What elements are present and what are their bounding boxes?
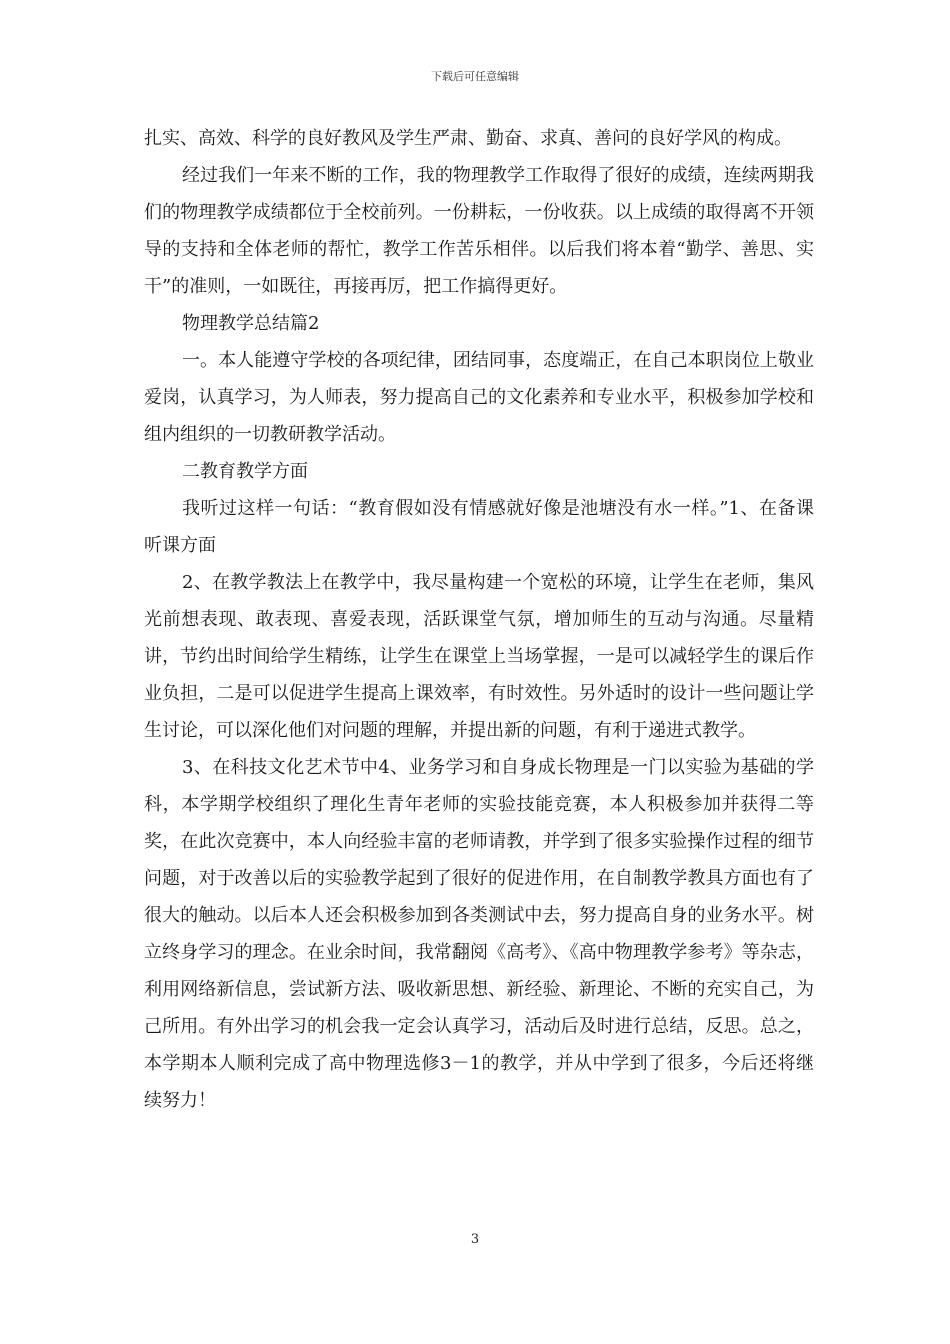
- section-heading: 二教育教学方面: [182, 461, 308, 482]
- paragraph: 一。本人能遵守学校的各项纪律，团结同事，态度端正，在自己本职岗位上敬业爱岗，认真学习，为人师表，努力提高自己的文化素养和专业水平，积极参加学校和组内组织的一切教研教学活动。: [144, 350, 814, 445]
- section-heading: 物理教学总结篇2: [182, 313, 320, 334]
- paragraph: 3、在科技文化艺术节中4、业务学习和自身成长物理是一门以实验为基础的学科，本学期学校组织了理化生青年老师的实验技能竞赛，本人积极参加并获得二等奖，在此次竞赛中，本人向经验丰富的老师请教，并学到了很多实验操作过程的细节问题，对于改善以后的实验教学起到了很好的促进作用，在自制教学教具方面也有了很大的触动。以后本人还会积极参加到各类测试中去，努力提高自身的业务水平。树立终身学习的理念。在业余时间，我常翻阅《高考》、《高中物理教学参考》等杂志，利用网络新信息，尝试新方法、吸收新思想、新经验、新理论、不断的充实自己，为己所用。有外出学习的机会我一定会认真学习，活动后及时进行总结，反思。总之，本学期本人顺利完成了高中物理选修3－1的教学，并从中学到了很多，今后还将继续努力！: [144, 757, 814, 1111]
- paragraph: 2、在教学教法上在教学中，我尽量构建一个宽松的环境，让学生在老师，集风光前想表现、敢表现、喜爱表现，活跃课堂气氛，增加师生的互动与沟通。尽量精讲，节约出时间给学生精练，让学生在课堂上当场掌握，一是可以减轻学生的课后作业负担，二是可以促进学生提高上课效率，有时效性。另外适时的设计一些问题让学生讨论，可以深化他们对问题的理解，并提出新的问题，有利于递进式教学。: [144, 572, 814, 741]
- page-number: 3: [470, 1232, 480, 1247]
- document-body: [144, 120, 814, 1119]
- paragraph: 经过我们一年来不断的工作，我的物理教学工作取得了很好的成绩，连续两期我们的物理教学成绩都位于全校前列。一份耕耘，一份收获。以上成绩的取得离不开领导的支持和全体老师的帮忙，教学工作苦乐相伴。以后我们将本着“勤学、善思、实干”的准则，一如既往，再接再厉，把工作搞得更好。: [144, 165, 814, 297]
- paragraph: 扎实、高效、科学的良好教风及学生严肃、勤奋、求真、善问的良好学风的构成。: [144, 128, 792, 149]
- paragraph: 我听过这样一句话：“教育假如没有情感就好像是池塘没有水一样。”1、在备课听课方面: [144, 498, 814, 556]
- page-header: 下载后可任意编辑: [431, 70, 519, 83]
